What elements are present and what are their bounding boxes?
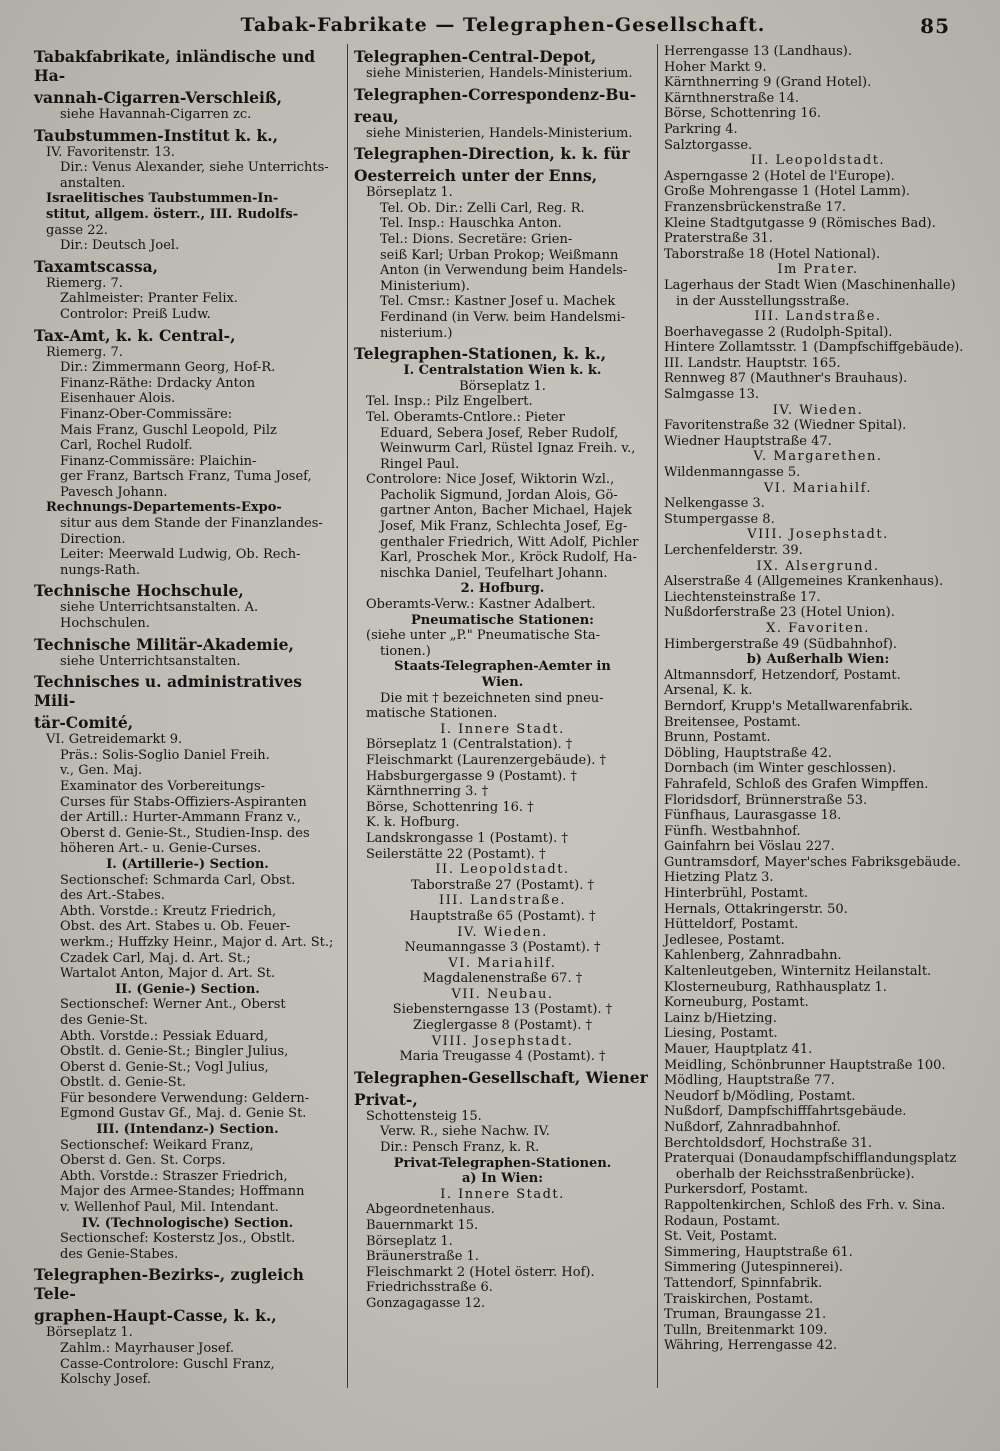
entry-heading: Technisches u. administratives Mili- [34,672,308,711]
entry-line: Mauer, Hauptplatz 41. [664,1042,813,1057]
entry-heading: b) Außerhalb Wien: [746,652,890,668]
entry-line: situr aus dem Stande der Finanzlandes- [60,516,323,532]
entry-line: IV. Favoritenstr. 13. [46,144,175,160]
entry-heading: Telegraphen-Gesellschaft, Wiener [354,1067,648,1087]
entry-heading: graphen-Haupt-Casse, k. k., [34,1306,277,1326]
entry-line: oberhalb der Reichsstraßenbrücke). [676,1166,915,1182]
entry-line: Abth. Vorstde.: Straszer Friedrich, [60,1168,288,1184]
entry-line: Nußdorf, Zahnradbahnhof. [664,1119,841,1135]
entry-heading: Israelitisches Taubstummen-In- [46,191,279,207]
entry-line: VI. Mariahilf. [448,955,557,971]
entry-line: Leiter: Meerwald Ludwig, Ob. Rech- [60,547,301,563]
entry-line: Börseplatz 1 (Centralstation). † [366,737,573,753]
entry-line: (siehe unter „P." Pneumatische Sta- [366,628,600,644]
entry-heading: Staats-Telegraphen-Aemter in [394,659,611,675]
entry-line: des Genie-Stabes. [60,1246,179,1262]
entry-line: Praterstraße 31. [664,231,773,247]
entry-line: matische Stationen. [366,706,498,722]
entry-heading: a) In Wien: [462,1171,543,1187]
entry-line: X. Favoriten. [766,620,870,636]
entry-heading: Oesterreich unter der Enns, [354,166,598,186]
entry-line: seiß Karl; Urban Prokop; Weißmann [380,247,619,263]
entry-line: Ferdinand (in Verw. beim Handelsmi- [380,309,626,325]
entry-heading: Rechnungs-Departements-Expo- [46,500,282,516]
entry-line: Tel.: Dions. Secretäre: Grien- [380,231,573,247]
entry-line: Oberst d. Genie-St.; Vogl Julius, [60,1059,269,1075]
entry-line: Für besondere Verwendung: Geldern- [60,1090,310,1106]
entry-line: Wildenmanngasse 5. [664,465,801,481]
entry-line: tionen.) [380,643,431,659]
entry-line: Kärnthnerring 9 (Grand Hotel). [664,75,872,91]
entry-line: Liechtensteinstraße 17. [664,589,821,605]
entry-line: Lainz b/Hietzing. [664,1010,777,1026]
entry-line: Alserstraße 4 (Allgemeines Krankenhaus). [664,574,944,590]
entry-line: Egmond Gustav Gf., Maj. d. Genie St. [60,1106,307,1122]
entry-heading: Technische Hochschule, [34,581,244,601]
entry-line: nisterium.) [380,325,453,341]
entry-line: Floridsdorf, Brünnerstraße 53. [664,792,868,808]
entry-line: IV. Wieden. [772,402,864,418]
entry-line: Major des Armee-Standes; Hoffmann [60,1184,305,1200]
entry-line: Klosterneuburg, Rathhausplatz 1. [664,979,887,995]
entry-line: Truman, Braungasse 21. [664,1307,827,1323]
entry-line: Tel. Insp.: Pilz Engelbert. [366,394,533,410]
entry-line: Fleischmarkt (Laurenzergebäude). † [366,752,607,768]
entry-line: Eduard, Sebera Josef, Reber Rudolf, [380,425,619,441]
entry-line: Purkersdorf, Postamt. [664,1182,809,1198]
entry-line: Nelkengasse 3. [664,496,765,512]
entry-line: Arsenal, K. k. [664,683,753,699]
entry-line: Obstlt. d. Genie-St. [60,1075,187,1091]
entry-line: Dornbach (im Winter geschlossen). [664,761,897,777]
page-number: 85 [920,14,950,38]
entry-line: Zieglergasse 8 (Postamt). † [412,1018,593,1034]
entry-line: siehe Unterrichtsanstalten. A. Hochschulen. [60,600,263,632]
entry-line: Rodaun, Postamt. [664,1213,781,1229]
entry-line: Sectionschef: Kosterstz Jos., Obstlt. [60,1231,296,1247]
entry-line: siehe Ministerien, Handels-Ministerium. [366,66,633,81]
entry-line: Im Prater. [777,262,859,278]
entry-heading: Technische Militär-Akademie, [34,634,294,654]
entry-line: Nußdorferstraße 23 (Hotel Union). [664,605,895,621]
entry-line: Börseplatz 1. [459,378,546,394]
entry-line: Kärnthnerstraße 14. [664,90,799,106]
entry-heading: I. Centralstation Wien k. k. [403,363,602,379]
entry-heading: II. (Genie-) Section. [115,981,260,997]
entry-line: Seilerstätte 22 (Postamt). † [366,846,546,862]
entry-line: Riemerg. 7. [46,344,123,360]
entry-line: Himbergerstraße 49 (Südbahnhof). [664,636,898,652]
entry-line: nischka Daniel, Teufelhart Johann. [380,565,608,581]
entry-line: Weinwurm Carl, Rüstel Ignaz Freih. v., [380,441,636,457]
entry-line: II. Leopoldstadt. [750,153,886,169]
entry-line: St. Veit, Postamt. [664,1229,778,1245]
entry-line: Große Mohrengasse 1 (Hotel Lamm). [664,184,911,200]
entry-line: Kleine Stadtgutgasse 9 (Römisches Bad). [664,215,936,231]
entry-line: Stumpergasse 8. [664,511,775,527]
entry-line: Asperngasse 2 (Hotel de l'Europe). [664,168,895,184]
entry-line: Dir.: Venus Alexander, siehe Unterrichts- [60,160,329,176]
entry-line: des Art.-Stabes. [60,888,165,904]
entry-line: Bräunerstraße 1. [366,1249,479,1265]
entry-line: Wartalot Anton, Major d. Art. St. [60,966,276,982]
entry-line: Guntramsdorf, Mayer'sches Fabriksgebäude. [664,854,961,870]
entry-line: Siebensterngasse 13 (Postamt). † [392,1002,613,1018]
entry-line: Magdalenenstraße 67. † [422,971,583,987]
entry-line: Praterquai (Donaudampfschifflandungsplatz [664,1151,957,1167]
entry-line: Bauernmarkt 15. [366,1218,479,1233]
entry-line: Hoher Markt 9. [664,59,767,75]
entry-line: v., Gen. Maj. [60,763,143,779]
entry-line: Karl, Proschek Mor., Kröck Rudolf, Ha- [380,550,637,566]
entry-line: Tulln, Breitenmarkt 109. [664,1322,828,1338]
entry-line: III. Landstraße. [438,893,567,909]
entry-line: Pacholik Sigmund, Jordan Alois, Gö- [380,487,618,503]
entry-line: Rennweg 87 (Mauthner's Brauhaus). [664,371,908,387]
entry-line: Controlore: Nice Josef, Wiktorin Wzl., [366,472,615,488]
entry-line: Czadek Carl, Maj. d. Art. St.; [60,950,251,966]
entry-line: Gonzagagasse 12. [366,1295,486,1311]
entry-line: VI. Getreidemarkt 9. [46,732,183,748]
entry-line: Börseplatz 1. [366,185,453,201]
entry-line: Friedrichsstraße 6. [366,1280,493,1296]
entry-line: höheren Art.- u. Genie-Curses. [60,841,262,857]
entry-line: siehe Unterrichtsanstalten. [60,653,241,669]
entry-line: Börseplatz 1. [46,1325,133,1341]
entry-line: Abth. Vorstde.: Pessiak Eduard, [60,1028,269,1044]
entry-line: Habsburgergasse 9 (Postamt). † [366,768,578,784]
entry-line: Jedlesee, Postamt. [664,932,785,948]
entry-line: Fahrafeld, Schloß des Grafen Wimpffen. [664,776,929,792]
entry-line: II. Leopoldstadt. [435,862,570,878]
entry-line: III. Landstr. Hauptstr. 165. [664,355,841,371]
entry-line: Finanz-Commissäre: Plaichin- [60,453,257,469]
entry-line: I. Innere Stadt. [440,721,565,737]
entry-line: der Artill.: Hurter-Ammann Franz v., [60,810,301,826]
entry-line: Landskrongasse 1 (Postamt). † [366,830,568,846]
entry-line: Boerhavegasse 2 (Rudolph-Spital). [664,324,893,340]
entry-line: Lerchenfelderstr. 39. [664,543,803,558]
entry-line: Fleischmarkt 2 (Hotel österr. Hof). [366,1264,595,1280]
entry-heading: tär-Comité, [34,713,134,733]
entry-line: Examinator des Vorbereitungs- [60,779,266,794]
entry-heading: Wien. [481,675,524,690]
entry-heading: Telegraphen-Central-Depot, [354,47,597,66]
entry-line: Verw. R., siehe Nachw. IV. [380,1124,550,1140]
entry-line: Börseplatz 1. [366,1233,453,1249]
entry-line: Tel. Oberamts-Cntlore.: Pieter [366,409,565,425]
text-columns [28,44,978,1388]
entry-line: Oberamts-Verw.: Kastner Adalbert. [366,597,596,613]
entry-line: anstalten. [60,175,126,191]
entry-line: Sectionschef: Weikard Franz, [60,1137,254,1153]
entry-line: VI. Mariahilf. [763,480,873,496]
entry-line: Zahlm.: Mayrhauser Josef. [60,1341,234,1356]
entry-line: Carl, Rochel Rudolf. [60,438,193,454]
entry-line: Finanz-Räthe: Drdacky Anton [60,375,256,391]
entry-heading: Tabakfabrikate, inländische und Ha- [34,47,321,85]
column-left [28,44,348,1388]
entry-line: Börse, Schottenring 16. [664,106,821,122]
entry-line: Favoritenstraße 32 (Wiedner Spital). [664,418,907,434]
entry-line: Breitensee, Postamt. [664,714,801,730]
entry-line: Finanz-Ober-Commissäre: [60,406,233,422]
entry-line: Oberst d. Genie-St., Studien-Insp. des [60,825,310,841]
entry-line: des Genie-St. [60,1012,148,1028]
entry-line: Curses für Stabs-Offiziers-Aspiranten [60,794,307,810]
entry-line: Kaltenleutgeben, Winternitz Heilanstalt. [664,964,932,980]
entry-heading: Telegraphen-Bezirks-, zugleich Tele- [34,1265,310,1304]
entry-line: gasse 22. [46,222,108,238]
entry-heading: Telegraphen-Direction, k. k. für [354,144,630,164]
entry-line: Hütteldorf, Postamt. [664,917,799,933]
entry-line: Eisenhauer Alois. [60,391,176,407]
entry-line: Taborstraße 27 (Postamt). † [411,877,594,893]
entry-line: VII. Neubau. [451,986,554,1002]
entry-line: I. Innere Stadt. [440,1186,565,1202]
entry-line: Simmering (Jutespinnerei). [664,1260,844,1276]
entry-line: VIII. Josephstadt. [431,1033,574,1049]
entry-line: Dir.: Pensch Franz, k. R. [380,1140,540,1156]
entry-line: in der Ausstellungsstraße. [676,293,850,309]
entry-line: werkm.; Huffzky Heinr., Major d. Art. St.; [60,934,334,950]
entry-line: v. Wellenhof Paul, Mil. Intendant. [60,1200,279,1216]
column-middle [348,44,658,1388]
entry-line: Wiedner Hauptstraße 47. [664,433,832,449]
entry-line: VIII. Josephstadt. [747,527,889,543]
entry-line: Simmering, Hauptstraße 61. [664,1244,853,1260]
entry-line: Nußdorf, Dampfschifffahrtsgebäude. [664,1104,907,1120]
entry-heading: IV. (Technologische) Section. [81,1215,294,1231]
entry-line: Casse-Controlore: Guschl Franz, [60,1356,275,1372]
entry-line: Hietzing Platz 3. [664,870,774,886]
entry-line: IV. Wieden. [457,924,548,940]
entry-line: Obstlt. d. Genie-St.; Bingler Julius, [60,1044,289,1060]
entry-line: Neudorf b/Mödling, Postamt. [664,1088,856,1104]
entry-heading: 2. Hofburg. [460,581,545,597]
entry-line: Riemerg. 7. [46,275,123,291]
entry-line: Rappoltenkirchen, Schloß des Frh. v. Sina. [664,1197,946,1213]
entry-line: siehe Ministerien, Handels-Ministerium. [366,125,633,141]
entry-line: K. k. Hofburg. [366,815,460,831]
entry-line: genthaler Friedrich, Witt Adolf, Pichler [380,534,639,550]
entry-line: III. Landstraße. [754,309,882,325]
entry-line: Mödling, Hauptstraße 77. [664,1073,835,1089]
entry-heading: Telegraphen-Correspondenz-Bu- [354,84,637,104]
entry-line: Altmannsdorf, Hetzendorf, Postamt. [664,667,901,683]
entry-line: siehe Havannah-Cigarren zc. [60,107,252,122]
entry-line: Die mit † bezeichneten sind pneu- [380,690,604,706]
entry-line: Dir.: Zimmermann Georg, Hof-R. [60,360,276,376]
entry-line: Direction. [60,531,126,547]
entry-line: Abgeordnetenhaus. [366,1202,495,1218]
entry-line: Herrengasse 13 (Landhaus). [664,44,852,59]
entry-line: Josef, Mik Franz, Schlechta Josef, Eg- [380,519,628,535]
entry-line: Tel. Insp.: Hauschka Anton. [380,216,562,232]
entry-line: Fünfh. Westbahnhof. [664,823,801,839]
entry-heading: Privat-, [354,1089,418,1109]
entry-line: Parkring 4. [664,121,738,137]
entry-line: Berndorf, Krupp's Metallwarenfabrik. [664,698,913,714]
entry-line: Zahlmeister: Pranter Felix. [60,291,238,307]
entry-line: Tel. Cmsr.: Kastner Josef u. Machek [380,294,616,310]
running-title: Tabak-Fabrikate — Telegraphen-Gesellschaft. [240,14,766,36]
entry-line: ger Franz, Bartsch Franz, Tuma Josef, [60,469,312,485]
entry-line: Fünfhaus, Laurasgasse 18. [664,808,842,824]
entry-line: Neumanngasse 3 (Postamt). † [404,940,601,956]
entry-line: Ringel Paul. [380,456,460,472]
entry-line: Kahlenberg, Zahnradbahn. [664,948,842,964]
entry-line: Hauptstraße 65 (Postamt). † [409,908,596,924]
entry-line: Präs.: Solis-Soglio Daniel Freih. [60,747,270,763]
entry-line: Oberst d. Gen. St. Corps. [60,1153,226,1169]
entry-heading: III. (Intendanz-) Section. [96,1122,279,1138]
entry-line: Brunn, Postamt. [664,730,771,746]
entry-line: Börse, Schottenring 16. † [366,799,534,815]
entry-line: Dir.: Deutsch Joel. [60,238,180,254]
entry-line: Hernals, Ottakringerstr. 50. [664,901,848,917]
entry-heading: Taubstummen-Institut k. k., [34,125,279,145]
entry-line: Tattendorf, Spinnfabrik. [664,1275,823,1291]
entry-line: Sectionschef: Werner Ant., Oberst [60,997,286,1013]
entry-heading: stitut, allgem. österr., III. Rudolfs- [46,206,299,222]
entry-heading: Privat-Telegraphen-Stationen. [393,1155,612,1171]
entry-line: Schottensteig 15. [366,1108,482,1124]
entry-line: Tel. Ob. Dir.: Zelli Carl, Reg. R. [380,200,585,216]
entry-line: nungs-Rath. [60,562,141,578]
entry-line: Kärnthnerring 3. † [366,784,489,800]
entry-line: Traiskirchen, Postamt. [664,1291,814,1307]
entry-line: Meidling, Schönbrunner Hauptstraße 100. [664,1057,946,1073]
entry-line: Ministerium). [380,278,470,294]
page-header [28,14,978,44]
entry-line: Sectionschef: Schmarda Carl, Obst. [60,872,296,888]
entry-line: Berchtoldsdorf, Hochstraße 31. [664,1135,873,1151]
entry-line: Franzensbrückenstraße 17. [664,199,847,215]
entry-line: Abth. Vorstde.: Kreutz Friedrich, [60,903,277,919]
entry-line: V. Margarethen. [753,449,883,465]
entry-line: Salztorgasse. [664,137,753,153]
entry-heading: Telegraphen-Stationen, k. k., [354,344,607,364]
entry-line: gartner Anton, Bacher Michael, Hajek [380,503,633,519]
entry-heading: reau, [354,106,399,126]
entry-line: IX. Alsergrund. [756,558,880,574]
entry-line: Controlor: Preiß Ludw. [60,306,211,322]
entry-line: Liesing, Postamt. [664,1026,778,1042]
entry-line: Gainfahrn bei Vöslau 227. [664,839,835,855]
entry-line: Obst. des Art. Stabes u. Ob. Feuer- [60,919,291,935]
entry-heading: I. (Artillerie-) Section. [106,856,269,872]
entry-line: Hinterbrühl, Postamt. [664,886,809,902]
entry-line: Taborstraße 18 (Hotel National). [664,246,881,262]
entry-line: Währing, Herrengasse 42. [664,1338,838,1354]
entry-line: Lagerhaus der Stadt Wien (Maschinenhalle) [664,277,956,293]
entry-line: Korneuburg, Postamt. [664,995,809,1011]
entry-line: Salmgasse 13. [664,387,760,403]
entry-line: Maria Treugasse 4 (Postamt). † [399,1049,606,1065]
entry-heading: Pneumatische Stationen: [411,612,594,628]
entry-line: Pavesch Johann. [60,484,168,500]
entry-line: Anton (in Verwendung beim Handels- [380,263,628,279]
entry-line: Döbling, Hauptstraße 42. [664,745,832,761]
entry-heading: Taxamtscassa, [34,256,159,276]
entry-heading: Tax-Amt, k. k. Central-, [34,325,236,345]
entry-heading: vannah-Cigarren-Verschleiß, [34,88,283,107]
column-right [658,44,978,1388]
entry-line: Hintere Zollamtsstr. 1 (Dampfschiffgebäude). [664,340,964,356]
entry-line: Kolschy Josef. [60,1372,152,1388]
entry-line: Mais Franz, Guschl Leopold, Pilz [60,422,277,438]
